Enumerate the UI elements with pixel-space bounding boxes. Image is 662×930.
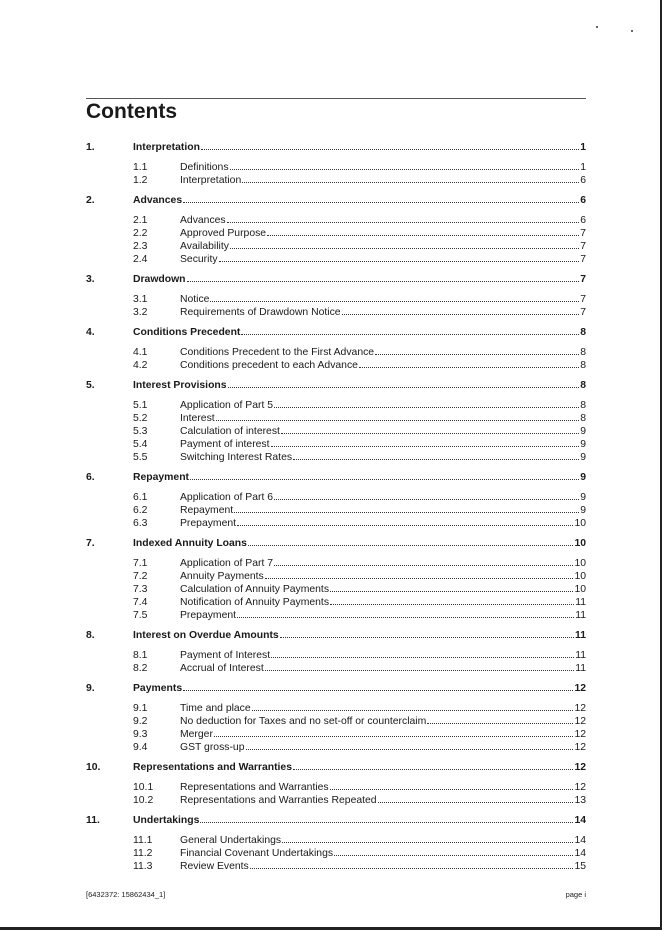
dot-leader [280,636,574,638]
page-number: 8 [580,360,586,371]
subsection-number: 2.3 [133,241,148,252]
subsection-title: Availability [180,241,229,252]
toc-entry [133,194,586,207]
page-number: 8 [580,327,586,338]
dot-leader [281,432,579,434]
page-number: 10 [574,538,586,549]
page-number: 9 [580,452,586,463]
section-title: Interpretation [133,142,200,153]
dot-leader [230,247,579,249]
toc-section [86,534,586,626]
toc-subsection-row[interactable] [86,174,586,187]
subsection-number: 5.3 [133,426,148,437]
dot-leader [227,221,580,223]
section-title: Payments [133,683,183,694]
dot-leader [271,656,574,658]
dot-leader [293,458,579,460]
toc-section [86,679,586,758]
dot-leader [274,564,573,566]
page-number: 6 [580,175,586,186]
section-title: Repayment [133,472,190,483]
dot-leader [214,735,574,737]
toc-entry [180,399,586,412]
toc-entry [180,847,586,860]
toc-entry [133,629,586,642]
toc-entry [180,570,586,583]
subsection-number: 2.2 [133,228,148,239]
toc-entry [180,161,586,174]
subsection-title: Time and place [180,703,251,714]
page-number: 8 [580,413,586,424]
subsection-title: No deduction for Taxes and no set-off or counterclaim [180,716,427,727]
subsection-title: Payment of Interest [180,650,271,661]
page-number: 7 [580,241,586,252]
toc-entry [180,412,586,425]
page-number: 12 [574,716,586,727]
toc-entry [180,609,586,622]
toc-subsection-row[interactable] [86,293,586,306]
toc-entry [180,557,586,570]
dot-leader [237,616,574,618]
subsection-title: Conditions precedent to each Advance [180,360,358,371]
subsection-title: Approved Purpose [180,228,267,239]
dot-leader [219,260,580,262]
toc-entry [180,649,586,662]
toc-entry [180,425,586,438]
toc-subsection-row[interactable] [86,517,586,530]
toc-entry [180,583,586,596]
page-number: 7 [580,274,586,285]
subsection-number: 11.1 [133,835,153,846]
dot-leader [201,148,579,150]
dot-leader [265,669,574,671]
toc-entry [180,794,586,807]
toc-subsection-row[interactable] [86,451,586,464]
toc-section-row[interactable] [86,270,586,288]
subsection-title: Conditions Precedent to the First Advance [180,347,375,358]
toc-subsection-row[interactable] [86,860,586,873]
page-number: 9 [580,439,586,450]
subsection-title: Prepayment [180,610,237,621]
page-number: 7 [580,307,586,318]
subsection-title: Payment of interest [180,439,270,450]
toc-entry [180,293,586,306]
subsection-number: 11.2 [133,848,153,859]
toc-section [86,270,586,323]
page-number: 11 [575,663,586,674]
subsection-title: Repayment [180,505,234,516]
dot-leader [330,590,573,592]
toc-subsection-row[interactable] [86,649,586,662]
toc-entry [133,682,586,695]
toc-section-row[interactable] [86,468,586,486]
toc-entry [133,537,586,550]
page-number: 11 [575,630,586,641]
subsection-title: Application of Part 6 [180,492,273,503]
page-number: 7 [580,228,586,239]
subsection-title: Accrual of Interest [180,663,264,674]
subsection-title: Financial Covenant Undertakings [180,848,334,859]
subsection-number: 7.1 [133,558,148,569]
toc-subsection-row[interactable] [86,227,586,240]
dot-leader [230,168,580,170]
page-number: 12 [574,782,586,793]
toc-section [86,468,586,534]
page-number: 9 [580,472,586,483]
section-number: 10. [86,762,101,773]
section-number: 8. [86,630,95,641]
subsection-number: 4.1 [133,347,148,358]
subsection-title: Interpretation [180,175,242,186]
toc-section [86,191,586,270]
subsection-number: 6.2 [133,505,148,516]
page-number: 1 [580,162,586,173]
toc-subsection-row[interactable] [86,741,586,754]
dot-leader [378,801,574,803]
toc-subsection-row[interactable] [86,847,586,860]
subsection-title: Application of Part 5 [180,400,273,411]
dot-leader [242,181,579,183]
section-number: 4. [86,327,95,338]
page-number: 14 [574,815,586,826]
dot-leader [246,748,574,750]
toc-subsection-row[interactable] [86,346,586,359]
subsection-title: Requirements of Drawdown Notice [180,307,341,318]
toc-subsection-row[interactable] [86,583,586,596]
toc-subsection-row[interactable] [86,662,586,675]
subsection-number: 7.4 [133,597,148,608]
toc-section-row[interactable] [86,534,586,552]
toc-entry [180,517,586,530]
dot-leader [183,201,579,203]
dot-leader [237,524,573,526]
toc-section-row[interactable] [86,811,586,829]
page-number: 13 [574,795,586,806]
toc-entry [180,715,586,728]
toc-entry [180,728,586,741]
subsection-number: 5.4 [133,439,148,450]
dot-leader [359,366,579,368]
toc-subsection-row[interactable] [86,609,586,622]
dot-leader [210,300,579,302]
page-number: 8 [580,380,586,391]
toc-subsection-row[interactable] [86,794,586,807]
toc-entry [133,326,586,339]
dot-leader [183,689,573,691]
subsection-title: Prepayment [180,518,237,529]
dot-leader [274,498,579,500]
toc-section [86,811,586,877]
dot-leader [334,854,573,856]
section-number: 1. [86,142,95,153]
page-number: 11 [575,610,586,621]
section-number: 11. [86,815,100,826]
dot-leader [250,867,574,869]
toc-section-row[interactable] [86,138,586,156]
toc-entry [133,814,586,827]
footer-page-number: page i [565,890,586,899]
page-number: 6 [580,215,586,226]
toc-section-row[interactable] [86,679,586,697]
table-of-contents [86,138,586,877]
dot-leader [375,353,579,355]
dot-leader [293,768,573,770]
toc-subsection-row[interactable] [86,491,586,504]
toc-section [86,376,586,468]
toc-section [86,758,586,811]
section-number: 9. [86,683,95,694]
page-number: 12 [574,703,586,714]
subsection-number: 5.2 [133,413,148,424]
toc-entry [180,860,586,873]
subsection-number: 5.1 [133,400,148,411]
toc-section-row[interactable] [86,758,586,776]
toc-subsection-row[interactable] [86,240,586,253]
subsection-number: 1.2 [133,175,148,186]
page-number: 1 [580,142,586,153]
toc-section-row[interactable] [86,191,586,209]
toc-subsection-row[interactable] [86,253,586,266]
dot-leader [274,406,579,408]
page-number: 15 [574,861,586,872]
toc-entry [180,438,586,451]
subsection-number: 9.4 [133,742,148,753]
page-number: 7 [580,294,586,305]
subsection-title: Interest [180,413,215,424]
subsection-number: 9.1 [133,703,148,714]
section-number: 2. [86,195,95,206]
toc-subsection-row[interactable] [86,214,586,227]
scan-speck [596,26,598,28]
toc-section-row[interactable] [86,626,586,644]
page-number: 12 [574,762,586,773]
toc-section-row[interactable] [86,376,586,394]
toc-entry [180,227,586,240]
subsection-title: General Undertakings [180,835,282,846]
subsection-title: Security [180,254,218,265]
toc-subsection-row[interactable] [86,781,586,794]
page-number: 10 [574,518,586,529]
section-number: 6. [86,472,95,483]
dot-leader [234,511,579,513]
toc-subsection-row[interactable] [86,438,586,451]
page-number: 12 [574,742,586,753]
subsection-number: 8.2 [133,663,148,674]
subsection-number: 11.3 [133,861,153,872]
dot-leader [248,544,574,546]
toc-subsection-row[interactable] [86,161,586,174]
subsection-number: 6.3 [133,518,148,529]
footer-document-reference: [6432372: 15862434_1] [86,890,166,899]
toc-entry [180,451,586,464]
toc-subsection-row[interactable] [86,596,586,609]
toc-entry [133,471,586,484]
toc-subsection-row[interactable] [86,702,586,715]
dot-leader [342,313,580,315]
section-title: Representations and Warranties [133,762,292,773]
section-number: 5. [86,380,95,391]
section-number: 7. [86,538,95,549]
dot-leader [427,722,573,724]
toc-section [86,138,586,191]
toc-subsection-row[interactable] [86,504,586,517]
toc-entry [180,662,586,675]
section-title: Indexed Annuity Loans [133,538,247,549]
subsection-number: 1.1 [133,162,148,173]
section-title: Interest Provisions [133,380,227,391]
page-number: 10 [574,584,586,595]
subsection-title: Representations and Warranties [180,782,329,793]
subsection-title: Annuity Payments [180,571,264,582]
toc-subsection-row[interactable] [86,359,586,372]
page-number: 10 [574,558,586,569]
subsection-number: 9.2 [133,716,148,727]
page-number: 9 [580,426,586,437]
toc-entry [180,781,586,794]
page-number: 9 [580,492,586,503]
toc-entry [180,491,586,504]
dot-leader [241,333,579,335]
dot-leader [265,577,574,579]
toc-entry [180,253,586,266]
subsection-number: 2.1 [133,215,148,226]
subsection-number: 5.5 [133,452,148,463]
subsection-number: 7.3 [133,584,148,595]
dot-leader [252,709,574,711]
page-number: 11 [575,650,586,661]
subsection-title: Review Events [180,861,249,872]
subsection-title: Merger [180,729,213,740]
toc-section [86,626,586,679]
dot-leader [282,841,573,843]
scan-speck [631,30,633,32]
page-title: Contents [86,100,177,123]
page-number: 6 [580,195,586,206]
page-number: 7 [580,254,586,265]
page-number: 11 [575,597,586,608]
subsection-number: 4.2 [133,360,148,371]
subsection-number: 3.2 [133,307,148,318]
toc-entry [133,379,586,392]
toc-section [86,323,586,376]
dot-leader [187,280,580,282]
page-number: 8 [580,400,586,411]
toc-entry [180,174,586,187]
toc-subsection-row[interactable] [86,399,586,412]
page-number: 9 [580,505,586,516]
toc-subsection-row[interactable] [86,306,586,319]
subsection-title: Calculation of Annuity Payments [180,584,330,595]
section-title: Drawdown [133,274,186,285]
page-number: 12 [574,729,586,740]
toc-subsection-row[interactable] [86,557,586,570]
toc-subsection-row[interactable] [86,834,586,847]
page-number: 10 [574,571,586,582]
toc-entry [180,702,586,715]
toc-entry [180,346,586,359]
subsection-number: 10.1 [133,782,154,793]
toc-subsection-row[interactable] [86,412,586,425]
dot-leader [190,478,579,480]
subsection-title: Definitions [180,162,229,173]
toc-entry [180,596,586,609]
toc-section-row[interactable] [86,323,586,341]
toc-entry [180,214,586,227]
subsection-title: Calculation of interest [180,426,280,437]
dot-leader [330,603,574,605]
toc-subsection-row[interactable] [86,715,586,728]
toc-subsection-row[interactable] [86,425,586,438]
subsection-number: 6.1 [133,492,148,503]
page-number: 12 [574,683,586,694]
subsection-title: Notice [180,294,210,305]
toc-entry [133,273,586,286]
subsection-title: GST gross-up [180,742,245,753]
toc-entry [133,761,586,774]
toc-entry [180,240,586,253]
subsection-title: Application of Part 7 [180,558,273,569]
subsection-title: Switching Interest Rates [180,452,293,463]
toc-entry [180,834,586,847]
dot-leader [228,386,580,388]
page-number: 14 [574,835,586,846]
subsection-number: 10.2 [133,795,154,806]
dot-leader [267,234,579,236]
subsection-number: 9.3 [133,729,148,740]
section-title: Advances [133,195,183,206]
subsection-number: 7.2 [133,571,148,582]
dot-leader [271,445,580,447]
toc-entry [180,306,586,319]
subsection-number: 8.1 [133,650,148,661]
toc-entry [180,359,586,372]
toc-subsection-row[interactable] [86,570,586,583]
subsection-number: 2.4 [133,254,148,265]
dot-leader [330,788,574,790]
section-title: Undertakings [133,815,200,826]
toc-entry [133,141,586,154]
toc-entry [180,741,586,754]
dot-leader [200,821,573,823]
subsection-number: 3.1 [133,294,148,305]
toc-subsection-row[interactable] [86,728,586,741]
subsection-number: 7.5 [133,610,148,621]
subsection-title: Notification of Annuity Payments [180,597,330,608]
page-number: 8 [580,347,586,358]
section-number: 3. [86,274,95,285]
page-number: 14 [574,848,586,859]
subsection-title: Advances [180,215,226,226]
section-title: Interest on Overdue Amounts [133,630,279,641]
toc-entry [180,504,586,517]
section-title: Conditions Precedent [133,327,241,338]
dot-leader [216,419,580,421]
subsection-title: Representations and Warranties Repeated [180,795,377,806]
